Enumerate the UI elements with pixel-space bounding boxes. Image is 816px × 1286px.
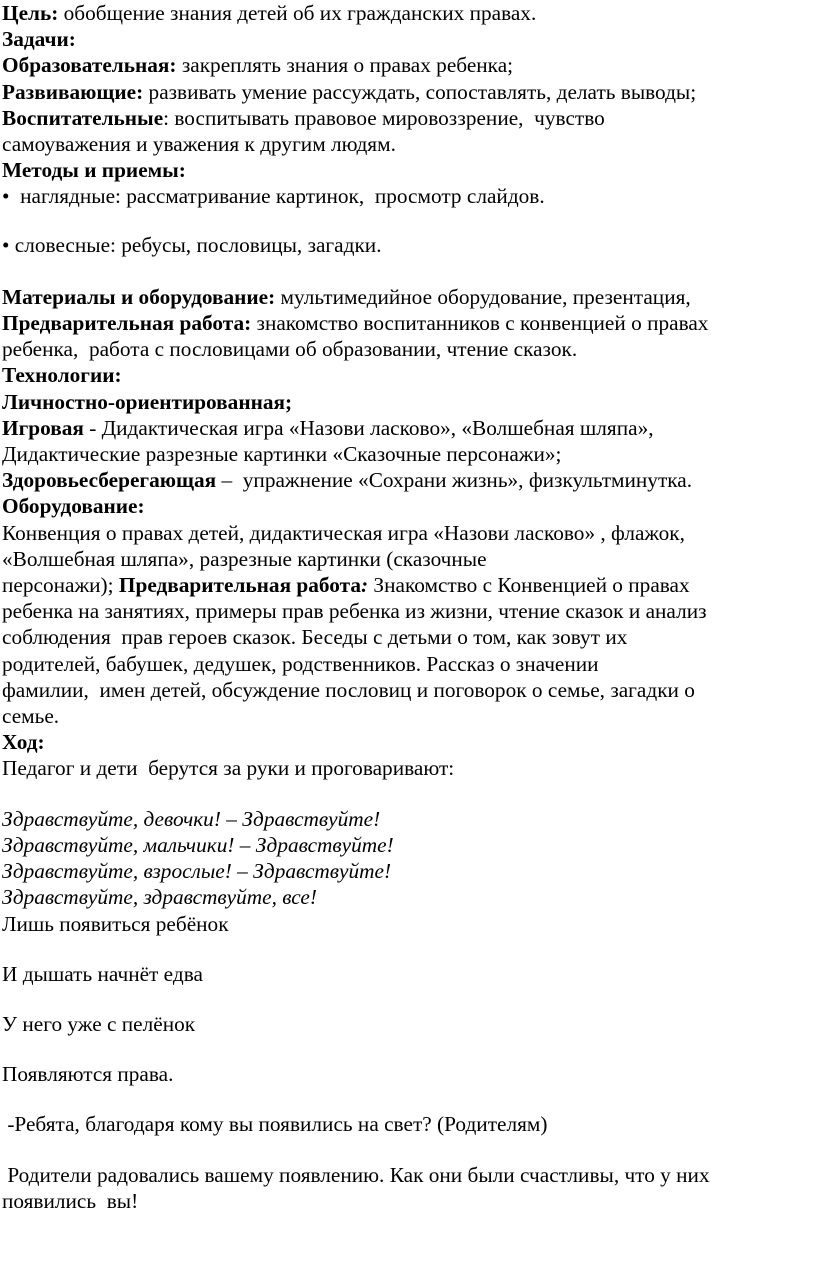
technologies-heading-text: Технологии: <box>2 363 122 388</box>
developing-task <box>2 79 816 105</box>
upbringing-task <box>2 105 816 131</box>
preliminary-line-continued: ребенка, работа с пословицами об образовании, чтение сказок. <box>2 337 578 362</box>
equipment-line-6: родителей, бабушек, дедушек, родственников. Рассказ о значении <box>2 651 599 676</box>
goal-line <box>2 0 816 26</box>
poem-line-4: Появляются права. <box>2 1062 174 1087</box>
tasks-heading-text: Задачи: <box>2 27 76 52</box>
equipment-line-3 <box>2 572 816 598</box>
spacer <box>2 782 816 806</box>
greeting-text-2: Здравствуйте, мальчики! – Здравствуйте! <box>2 832 394 857</box>
equipment-heading <box>2 493 816 519</box>
spacer <box>2 937 816 961</box>
poem-line-1: Лишь появиться ребёнок <box>2 911 229 936</box>
technology-health <box>2 467 816 493</box>
developing-label: Развивающие: <box>2 79 144 104</box>
equipment-prelim-colon: : <box>361 573 369 598</box>
upbringing-task-continued: самоуважения и уважения к другим людям. <box>2 132 396 157</box>
equipment-line-1: Конвенция о правах детей, дидактическая игра «Назови ласково» , флажок, <box>2 520 685 545</box>
spacer <box>2 210 816 232</box>
technology-personal <box>2 389 816 415</box>
greeting-line-2 <box>2 832 816 858</box>
equipment-heading-text: Оборудование: <box>2 494 145 519</box>
preliminary-label: Предварительная работа: <box>2 311 252 336</box>
game-label: Игровая <box>2 415 84 440</box>
equipment-line-5: соблюдения прав героев сказок. Беседы с детьми о том, как зовут их <box>2 625 628 650</box>
game-text-1: - Дидактическая игра «Назови ласково», «Волшебная шляпа», <box>83 415 654 440</box>
equipment-line-8: семье. <box>2 704 60 729</box>
greeting-text-1: Здравствуйте, девочки! – Здравствуйте! <box>2 806 381 831</box>
poem-line-3: У него уже с пелёнок <box>2 1011 196 1036</box>
spacer <box>2 1037 816 1061</box>
greeting-text-4: Здравствуйте, здравствуйте, все! <box>2 885 317 910</box>
greeting-line-4 <box>2 884 816 910</box>
question-line: -Ребята, благодаря кому вы появились на свет? (Родителям) <box>2 1112 548 1137</box>
equipment-prelim-label: Предварительная работа <box>118 573 362 598</box>
technology-game-continued: Дидактические разрезные картинки «Сказочные персонажи»; <box>2 442 562 467</box>
methods-heading-text: Методы и приемы: <box>2 158 186 183</box>
developing-text: развивать умение рассуждать, сопоставлять, делать выводы; <box>143 79 697 104</box>
equipment-line-2: «Волшебная шляпа», разрезные картинки (сказочные <box>2 546 487 571</box>
equipment-line-3-end: Знакомство с Конвенцией о правах <box>368 573 690 598</box>
upbringing-label: Воспитательные <box>2 105 164 130</box>
greeting-line-3 <box>2 858 816 884</box>
materials-line <box>2 284 816 310</box>
goal-label: Цель: <box>2 1 59 25</box>
spacer <box>2 258 816 284</box>
equipment-line-7: фамилии, имен детей, обсуждение пословиц и поговорок о семье, загадки о <box>2 677 695 702</box>
equipment-line-3-start: персонажи); <box>2 573 119 598</box>
technology-personal-text: Личностно-ориентированная; <box>2 389 293 414</box>
technologies-heading <box>2 362 816 388</box>
course-heading-text: Ход: <box>2 730 45 755</box>
greeting-text-3: Здравствуйте, взрослые! – Здравствуйте! <box>2 859 392 884</box>
upbringing-text-1: : воспитывать правовое мировоззрение, чувство <box>163 105 605 130</box>
course-intro: Педагог и дети берутся за руки и проговаривают: <box>2 756 455 781</box>
goal-text: обобщение знания детей об их гражданских правах. <box>58 1 537 25</box>
poem-line-2: И дышать начнёт едва <box>2 961 203 986</box>
preliminary-line <box>2 310 816 336</box>
tasks-heading <box>2 26 816 52</box>
health-text: – упражнение «Сохрани жизнь», физкультминутка. <box>216 468 693 493</box>
spacer <box>2 987 816 1011</box>
course-heading <box>2 729 816 755</box>
materials-label: Материалы и оборудование: <box>2 284 276 309</box>
methods-visual-item: • наглядные: рассматривание картинок, просмотр слайдов. <box>2 184 545 209</box>
health-label: Здоровьесберегающая <box>2 468 217 493</box>
greeting-line-1 <box>2 806 816 832</box>
educational-text: закреплять знания о правах ребенка; <box>176 53 514 78</box>
materials-text: мультимедийное оборудование, презентация, <box>275 284 691 309</box>
closing-line-1: Родители радовались вашему появлению. Как они были счастливы, что у них <box>2 1162 710 1187</box>
closing-line-2: появились вы! <box>2 1188 139 1213</box>
educational-label: Образовательная: <box>2 53 177 78</box>
methods-verbal-item: • словесные: ребусы, пословицы, загадки. <box>2 232 382 257</box>
spacer <box>2 1087 816 1111</box>
preliminary-text-1: знакомство воспитанников с конвенцией о правах <box>251 311 709 336</box>
spacer <box>2 1138 816 1162</box>
methods-heading <box>2 157 816 183</box>
technology-game <box>2 415 816 441</box>
educational-task <box>2 52 816 78</box>
equipment-line-4: ребенка на занятиях, примеры прав ребенка из жизни, чтение сказок и анализ <box>2 599 707 624</box>
